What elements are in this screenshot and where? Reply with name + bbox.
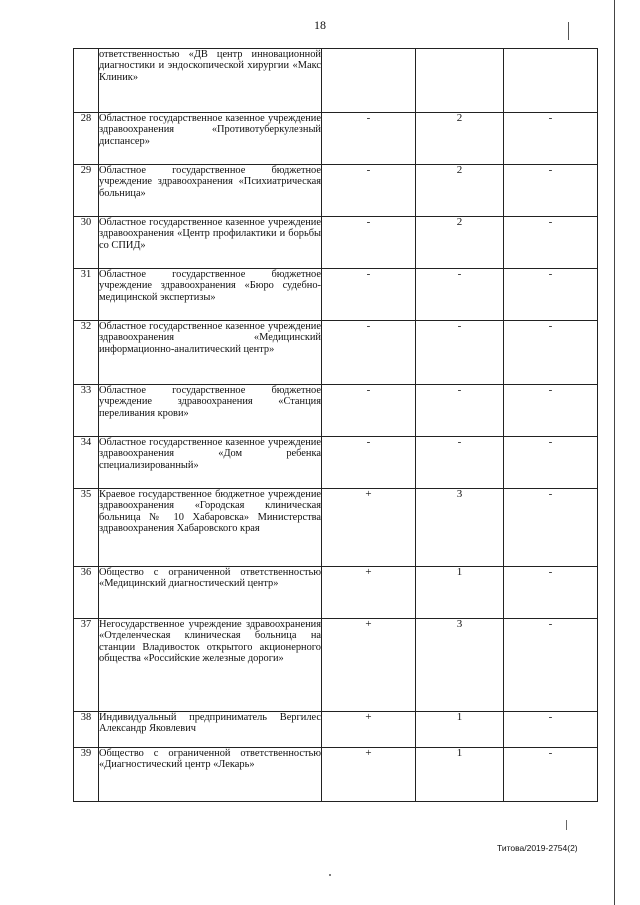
institution-name: Общество с ограниченной ответственностью «Диагностический центр «Лекарь»	[99, 748, 322, 802]
row-number: 28	[74, 113, 99, 165]
row-number: 37	[74, 619, 99, 712]
column-2-value: -	[416, 269, 504, 321]
institutions-table	[73, 48, 598, 802]
institution-name: ответственностью «ДВ центр инновационной диагностики и эндоскопической хирургии «Макс Клиник»	[99, 49, 322, 113]
column-1-value: +	[322, 489, 416, 567]
institution-name: Индивидуальный предприниматель Вергилес Александр Яковлевич	[99, 712, 322, 748]
column-1-value: +	[322, 748, 416, 802]
table-row	[74, 619, 598, 712]
row-number: 39	[74, 748, 99, 802]
column-2-value: -	[416, 321, 504, 385]
scan-edge-line	[614, 0, 615, 905]
table-row	[74, 385, 598, 437]
institution-name: Областное государственное бюджетное учреждение здравоохранения «Станция переливания крови»	[99, 385, 322, 437]
column-2-value: 1	[416, 567, 504, 619]
page-number: 18	[314, 18, 326, 32]
row-number: 34	[74, 437, 99, 489]
column-3-value: -	[504, 385, 598, 437]
column-3-value	[504, 49, 598, 113]
table-row	[74, 49, 598, 113]
row-number: 38	[74, 712, 99, 748]
column-1-value: -	[322, 113, 416, 165]
table-row	[74, 269, 598, 321]
column-2-value	[416, 49, 504, 113]
institution-name: Общество с ограниченной ответственностью «Медицинский диагностический центр»	[99, 567, 322, 619]
column-3-value: -	[504, 269, 598, 321]
table-row	[74, 489, 598, 567]
column-2-value: 3	[416, 619, 504, 712]
row-number: 33	[74, 385, 99, 437]
column-1-value: -	[322, 385, 416, 437]
institution-name: Областное государственное казенное учреждение здравоохранения «Центр профилактики и борьбы со СПИД»	[99, 217, 322, 269]
column-3-value: -	[504, 712, 598, 748]
column-2-value: 1	[416, 748, 504, 802]
institution-name: Областное государственное бюджетное учреждение здравоохранения «Психиатрическая больница»	[99, 165, 322, 217]
column-3-value: -	[504, 217, 598, 269]
table-row	[74, 217, 598, 269]
column-1-value	[322, 49, 416, 113]
table-row	[74, 748, 598, 802]
column-3-value: -	[504, 748, 598, 802]
scan-mark-footer	[566, 820, 567, 830]
institution-name: Областное государственное казенное учреждение здравоохранения «Дом ребенка специализированный»	[99, 437, 322, 489]
column-2-value: 3	[416, 489, 504, 567]
column-2-value: 2	[416, 113, 504, 165]
row-number	[74, 49, 99, 113]
column-2-value: -	[416, 385, 504, 437]
institution-name: Областное государственное казенное учреждение здравоохранения «Противотуберкулезный диспансер»	[99, 113, 322, 165]
column-3-value: -	[504, 113, 598, 165]
document-code: Титова/2019-2754(2)	[497, 843, 578, 853]
table-row	[74, 437, 598, 489]
column-3-value: -	[504, 165, 598, 217]
table-row	[74, 113, 598, 165]
row-number: 32	[74, 321, 99, 385]
column-3-value: -	[504, 619, 598, 712]
column-1-value: +	[322, 567, 416, 619]
table-row	[74, 567, 598, 619]
institution-name: Негосударственное учреждение здравоохранения «Отделенческая клиническая больница на станции Владивосток открытого акционерного общества «Российские железные дороги»	[99, 619, 322, 712]
column-1-value: -	[322, 217, 416, 269]
column-2-value: -	[416, 437, 504, 489]
institution-name: Областное государственное бюджетное учреждение здравоохранения «Бюро судебно-медицинской экспертизы»	[99, 269, 322, 321]
scan-speck	[329, 874, 331, 876]
row-number: 31	[74, 269, 99, 321]
institution-name: Областное государственное казенное учреждение здравоохранения «Медицинский информационно-аналитический центр»	[99, 321, 322, 385]
table-row	[74, 321, 598, 385]
column-1-value: +	[322, 712, 416, 748]
column-1-value: -	[322, 321, 416, 385]
column-3-value: -	[504, 567, 598, 619]
column-3-value: -	[504, 321, 598, 385]
column-2-value: 2	[416, 217, 504, 269]
institution-name: Краевое государственное бюджетное учреждение здравоохранения «Городская клиническая больница № 10 Хабаровска» Министерства здравоохранения Хабаровского края	[99, 489, 322, 567]
column-3-value: -	[504, 489, 598, 567]
scan-mark	[568, 22, 569, 40]
column-3-value: -	[504, 437, 598, 489]
column-1-value: +	[322, 619, 416, 712]
row-number: 30	[74, 217, 99, 269]
table-row	[74, 712, 598, 748]
column-2-value: 1	[416, 712, 504, 748]
column-2-value: 2	[416, 165, 504, 217]
row-number: 29	[74, 165, 99, 217]
column-1-value: -	[322, 437, 416, 489]
row-number: 36	[74, 567, 99, 619]
row-number: 35	[74, 489, 99, 567]
column-1-value: -	[322, 269, 416, 321]
table-row	[74, 165, 598, 217]
column-1-value: -	[322, 165, 416, 217]
